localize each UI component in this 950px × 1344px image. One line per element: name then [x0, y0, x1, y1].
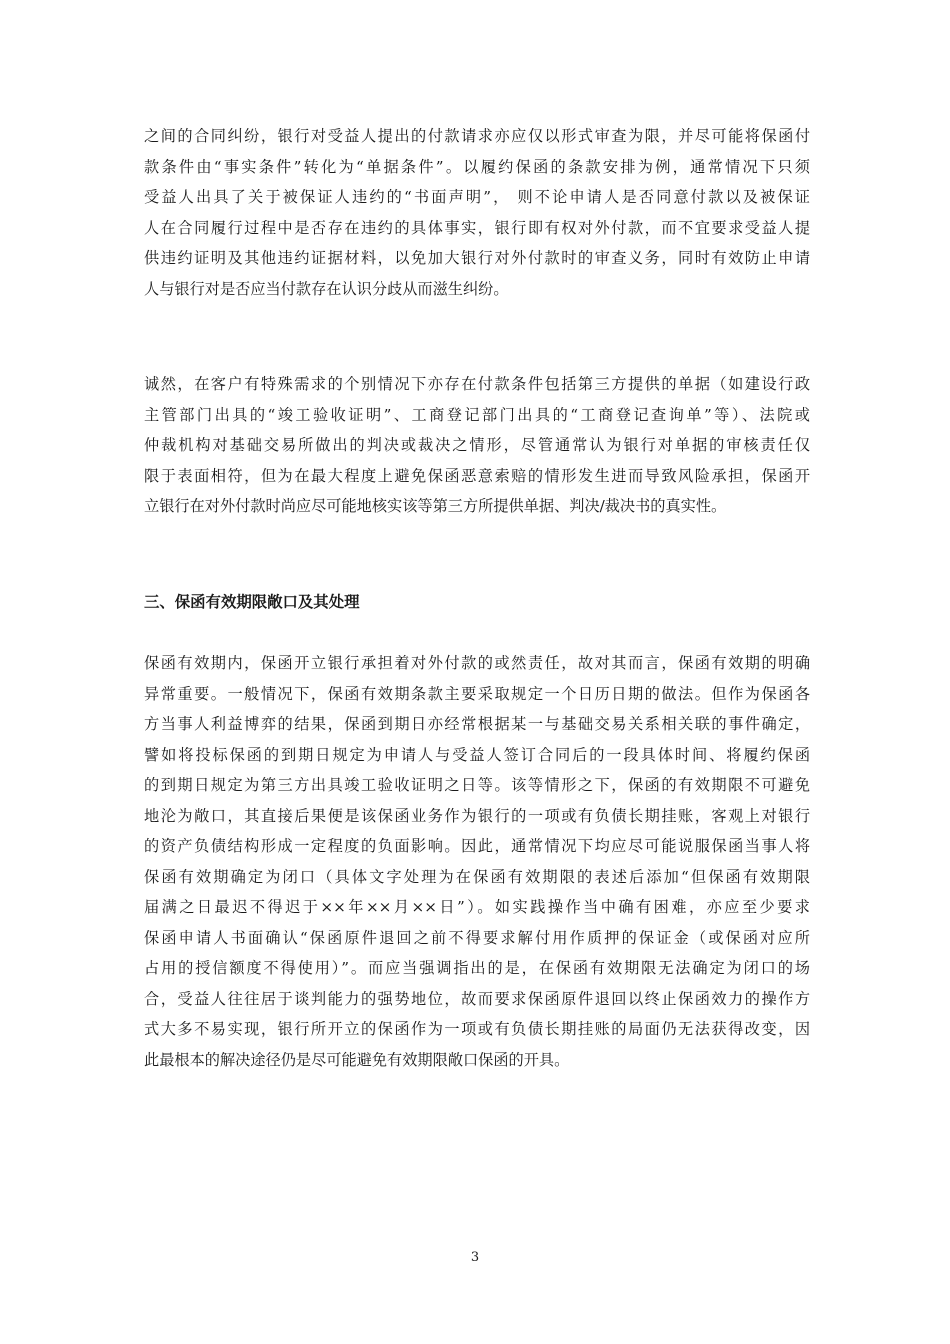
paragraph-line: 保函有效期确定为闭口（具体文字处理为在保函有效期限的表述后添加“但保函有效期限: [144, 867, 810, 886]
paragraph-line: 譬如将投标保函的到期日规定为申请人与受益人签订合同后的一段具体时间、将履约保函: [144, 745, 810, 764]
section-heading: 三、保函有效期限敞口及其处理: [144, 593, 360, 611]
paragraph-contract-disputes: [144, 121, 810, 304]
paragraph-line: 方当事人利益博弈的结果，保函到期日亦经常根据某一与基础交易关系相关联的事件确定，: [144, 715, 810, 733]
paragraph-line: 合，受益人往往居于谈判能力的强势地位，故而要求保函原件退回以终止保函效力的操作方: [144, 989, 810, 1008]
paragraph-line: 地沦为敞口，其直接后果便是该保函业务作为银行的一项或有负债长期挂账，客观上对银行: [144, 806, 810, 825]
paragraph-line: 限于表面相符，但为在最大程度上避免保函恶意索赔的情形发生进而导致风险承担，保函开: [144, 466, 810, 485]
paragraph-line: 的到期日规定为第三方出具竣工验收证明之日等。该等情形之下，保函的有效期限不可避免: [144, 776, 810, 794]
paragraph-line: 异常重要。一般情况下，保函有效期条款主要采取规定一个日历日期的做法。但作为保函各: [144, 684, 810, 703]
paragraph-validity-period: [144, 648, 810, 1075]
page-number: 3: [470, 1250, 480, 1265]
paragraph-line: 诚然，在客户有特殊需求的个别情况下亦存在付款条件包括第三方提供的单据（如建设行政: [144, 375, 810, 393]
paragraph-line: 式大多不易实现，银行所开立的保函作为一项或有负债长期挂账的局面仍无法获得改变，因: [144, 1020, 810, 1038]
paragraph-line: 保函有效期内，保函开立银行承担着对外付款的或然责任，故对其而言，保函有效期的明确: [144, 654, 810, 672]
paragraph-line: 人在合同履行过程中是否存在违约的具体事实，银行即有权对外付款，而不宜要求受益人提: [144, 218, 810, 237]
paragraph-line: 主管部门出具的“竣工验收证明”、工商登记部门出具的“工商登记查询单”等）、法院或: [144, 405, 810, 424]
paragraph-line: 款条件由“事实条件”转化为“单据条件”。以履约保函的条款安排为例，通常情况下只须: [144, 157, 810, 176]
paragraph-line: 的资产负债结构形成一定程度的负面影响。因此，通常情况下均应尽可能说服保函当事人将: [144, 837, 810, 855]
paragraph-line: 此最根本的解决途径仍是尽可能避免有效期限敞口保函的开具。: [144, 1050, 570, 1069]
paragraph-line: 供违约证明及其他违约证据材料，以免加大银行对外付款时的审查义务，同时有效防止申请: [144, 249, 810, 267]
paragraph-line: 人与银行对是否应当付款存在认识分歧从而滋生纠纷。: [144, 279, 509, 298]
paragraph-line: 占用的授信额度不得使用）”。而应当强调指出的是，在保函有效期限无法确定为闭口的场: [144, 959, 810, 977]
paragraph-third-party-documents: [144, 369, 810, 522]
paragraph-line: 之间的合同纠纷，银行对受益人提出的付款请求亦应仅以形式审查为限，并尽可能将保函付: [144, 127, 810, 145]
paragraph-line: 受益人出具了关于被保证人违约的“书面声明”， 则不论申请人是否同意付款以及被保证: [144, 188, 810, 206]
paragraph-line: 仲裁机构对基础交易所做出的判决或裁决之情形，尽管通常认为银行对单据的审核责任仅: [144, 436, 810, 454]
paragraph-line: 立银行在对外付款时尚应尽可能地核实该等第三方所提供单据、判决/裁决书的真实性。: [144, 497, 727, 515]
paragraph-line: 届满之日最迟不得迟于××年××月××日”）。如实践操作当中确有困难，亦应至少要求: [144, 898, 810, 916]
paragraph-line: 保函申请人书面确认“保函原件退回之前不得要求解付用作质押的保证金（或保函对应所: [144, 928, 810, 947]
